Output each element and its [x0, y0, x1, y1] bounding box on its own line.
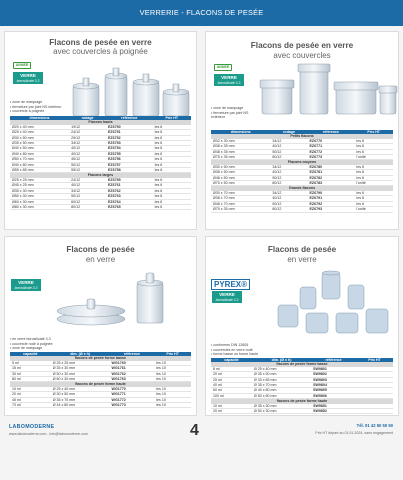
- feature-list: [211, 343, 258, 357]
- panel-title: Flacons de pesée: [66, 245, 135, 254]
- material-badge: VERRE borosilicaté 3.3: [212, 291, 242, 303]
- table-cell: EZ6759: [106, 178, 153, 183]
- table-cell: les 6: [354, 149, 393, 154]
- column-header: référence: [106, 116, 153, 120]
- table-cell: 10 ml: [10, 387, 51, 392]
- column-header: Prix HT: [354, 130, 393, 134]
- table-cell: 5 ml: [10, 361, 51, 366]
- table-group-header: Petits flacons: [211, 134, 393, 138]
- table-cell: 50/12: [69, 162, 106, 167]
- table-cell: 40/12: [270, 196, 307, 201]
- table-cell: SW9803: [311, 377, 356, 382]
- table-cell: Ø75 x 35 mm: [211, 155, 270, 160]
- feature-item: • zone de marquage: [10, 100, 43, 104]
- annee-logo: ANNEE: [214, 64, 232, 71]
- table-cell: SW9852: [311, 409, 356, 414]
- table-cell: EZ6753: [106, 141, 153, 146]
- table-cell: Ø 25 x 40 mm: [51, 387, 110, 392]
- table-group-header: Flacons hauts: [10, 120, 191, 124]
- table-cell: 40/12: [69, 151, 106, 156]
- table-cell: Ø38 x 50 mm: [211, 170, 270, 175]
- table-cell: 80/12: [69, 204, 106, 209]
- material-badge: VERRE borosilicaté 3.3: [13, 72, 43, 84]
- table-cell: 40 ml: [211, 383, 252, 388]
- table-cell: les 6: [153, 168, 191, 173]
- column-header: Prix HT: [356, 358, 393, 362]
- table-cell: [356, 409, 393, 414]
- table-cell: EZ6758: [106, 168, 153, 173]
- table-cell: les 6: [153, 162, 191, 167]
- feature-list: [211, 106, 248, 120]
- table-cell: Ø50 x 70 mm: [10, 157, 69, 162]
- table-cell: Ø 50 x 30 mm: [252, 409, 311, 414]
- table-cell: l'unité: [354, 155, 393, 160]
- column-header: rodage: [270, 130, 307, 134]
- table-cell: Ø80 x 30 mm: [10, 204, 69, 209]
- table-cell: les 6: [354, 196, 393, 201]
- feature-item: • couvercle rodé à poignée: [10, 341, 53, 346]
- table-cell: Ø 35 x 50 mm: [252, 372, 311, 377]
- table-cell: Ø45 x 25 mm: [10, 183, 69, 188]
- table-cell: Ø35 x 50 mm: [10, 141, 69, 146]
- table-cell: les 6: [354, 191, 393, 196]
- footer-contact[interactable]: www.labomoderne.com - info@labomoderne.com: [9, 432, 88, 436]
- table-cell: Ø55 x 85 mm: [10, 168, 69, 173]
- table-cell: 24/12: [69, 130, 106, 135]
- table-cell: les 10: [154, 377, 191, 382]
- table-cell: les 6: [153, 151, 191, 156]
- table-cell: 50/12: [69, 194, 106, 199]
- table-cell: 70 ml: [10, 403, 51, 408]
- table-group-header: flacons de pesée forme basse: [211, 362, 393, 366]
- table-cell: Ø25 x 25 mm: [10, 178, 69, 183]
- table-cell: 100 ml: [211, 393, 252, 398]
- table-cell: WG1762: [110, 371, 155, 376]
- table-cell: Ø 44 x 80 mm: [51, 403, 110, 408]
- table-row: [10, 403, 191, 408]
- table-cell: les 6: [153, 146, 191, 151]
- price-table: [10, 352, 191, 408]
- table-cell: Ø25 x 40 mm: [10, 130, 69, 135]
- table-cell: 80/12: [270, 155, 307, 160]
- table-cell: Ø75 x 35 mm: [211, 207, 270, 212]
- table-cell: 34/12: [270, 191, 307, 196]
- feature-item: extérieur: [211, 115, 225, 120]
- feature-item: • forme basse ou forme haute: [211, 352, 259, 357]
- panel-subtitle: avec couvercles: [273, 51, 331, 60]
- table-cell: les 6: [153, 130, 191, 135]
- table-cell: Ø30 x 50 mm: [10, 135, 69, 140]
- table-cell: 20 ml: [211, 409, 252, 414]
- footer-note: Prix HT départ au 01.01.2024, sans engagement: [315, 431, 393, 435]
- table-cell: WG1773: [110, 403, 155, 408]
- table-cell: Ø 40 x 80 mm: [252, 388, 311, 393]
- table-cell: EZ6756: [106, 157, 153, 162]
- price-table: [10, 116, 191, 210]
- table-cell: EZ6781: [308, 170, 355, 175]
- table-cell: EZ6772: [308, 149, 355, 154]
- table-cell: Ø 35 x 70 mm: [51, 397, 110, 402]
- price-table: [211, 358, 393, 414]
- table-cell: les 10: [154, 392, 191, 397]
- table-cell: 40/12: [69, 183, 106, 188]
- table-cell: les 6: [153, 194, 191, 199]
- table-cell: SW9804: [311, 383, 356, 388]
- table-cell: WG1760: [110, 361, 155, 366]
- table-cell: EZ6761: [106, 183, 153, 188]
- feature-list: [10, 100, 61, 114]
- table-cell: 34/12: [270, 165, 307, 170]
- table-cell: 8 ml: [211, 367, 252, 372]
- table-cell: Ø 25 x 40 mm: [252, 367, 311, 372]
- panel-flacons-pesee-verre: [4, 236, 197, 416]
- table-group-header: Flacons larges: [10, 173, 191, 178]
- table-cell: Ø40 x 80 mm: [10, 151, 69, 156]
- page-number: 4: [190, 422, 199, 439]
- table-cell: EZ6750: [106, 125, 153, 130]
- table-cell: WG1770: [110, 387, 155, 392]
- table-cell: EZ6757: [106, 162, 153, 167]
- table-cell: EZ6792: [308, 201, 355, 206]
- table-group-header: Grands flacons: [211, 186, 393, 191]
- table-row: [211, 207, 393, 212]
- column-header: référence: [311, 358, 356, 362]
- table-cell: Ø 30 x 50 mm: [51, 392, 110, 397]
- panel-subtitle: en verre: [85, 255, 116, 264]
- product-image-glass: [69, 56, 193, 122]
- feature-item: • fermeture par joint NS intérieur: [10, 104, 62, 109]
- table-cell: les 10: [154, 397, 191, 402]
- column-header: Prix HT: [154, 352, 191, 356]
- feature-list: [10, 337, 53, 351]
- product-image-glass: [272, 269, 392, 341]
- table-group-header: flacons de pesée forme basse: [10, 356, 191, 360]
- table-cell: EZ6763: [106, 194, 153, 199]
- table-cell: les 6: [354, 175, 393, 180]
- table-cell: Ø75 x 50 mm: [211, 181, 270, 186]
- table-cell: les 6: [153, 183, 191, 188]
- table-cell: SW9805: [311, 388, 356, 393]
- table-cell: les 6: [354, 170, 393, 175]
- table-cell: Ø60 x 30 mm: [10, 199, 69, 204]
- table-row: [10, 204, 191, 209]
- product-image-glass: [53, 269, 173, 329]
- panel-flacons-poignee: [4, 31, 197, 230]
- table-cell: EZ6783: [308, 181, 355, 186]
- annee-logo: ANNEE: [13, 62, 31, 69]
- table-cell: Ø 35 x 30 mm: [51, 366, 110, 371]
- table-cell: 50/12: [270, 201, 307, 206]
- column-header: rodage: [69, 116, 106, 120]
- table-cell: les 10: [154, 366, 191, 371]
- table-cell: les 6: [153, 178, 191, 183]
- table-cell: 34/12: [69, 188, 106, 193]
- table-cell: Ø40 x 80 mm: [10, 162, 69, 167]
- table-cell: Ø38 x 35 mm: [211, 144, 270, 149]
- table-cell: Ø 35 x 70 mm: [252, 383, 311, 388]
- price-table: [211, 130, 393, 213]
- table-cell: Ø48 x 70 mm: [211, 201, 270, 206]
- table-group-header: flacons de pesée forme haute: [211, 399, 393, 404]
- table-cell: EZ6771: [308, 144, 355, 149]
- table-cell: 10 ml: [211, 404, 252, 409]
- table-cell: Ø 35 x 30 mm: [252, 404, 311, 409]
- panel-title: Flacons de pesée en verre: [49, 38, 152, 47]
- table-cell: Ø 50 x 80 mm: [252, 393, 311, 398]
- panel-flacons-pyrex: [205, 236, 399, 416]
- table-cell: WG1771: [110, 392, 155, 397]
- table-cell: l'unité: [354, 181, 393, 186]
- table-cell: les 6: [153, 199, 191, 204]
- table-cell: SW9806: [311, 393, 356, 398]
- table-cell: 55/12: [69, 168, 106, 173]
- table-cell: 40/12: [69, 146, 106, 151]
- table-cell: Ø48 x 35 mm: [211, 149, 270, 154]
- table-cell: 80/12: [270, 207, 307, 212]
- table-cell: 15 ml: [10, 366, 51, 371]
- table-cell: EZ6770: [308, 139, 355, 144]
- column-header: capacité: [211, 358, 252, 362]
- table-cell: SW9802: [311, 372, 356, 377]
- table-cell: 19/12: [69, 125, 106, 130]
- table-row: [211, 409, 393, 414]
- table-cell: 30 ml: [10, 371, 51, 376]
- table-cell: Ø50 x 30 mm: [10, 194, 69, 199]
- table-cell: 60/12: [69, 199, 106, 204]
- table-cell: EZ6752: [106, 135, 153, 140]
- table-cell: Ø40 x 50 mm: [10, 146, 69, 151]
- table-cell: 40/12: [270, 144, 307, 149]
- column-header: référence: [110, 352, 155, 356]
- table-cell: EZ6793: [308, 207, 355, 212]
- feature-item: • en verre borosilicaté 3.3: [10, 337, 51, 341]
- table-cell: EZ6780: [308, 165, 355, 170]
- panel-title: Flacons de pesée: [267, 245, 337, 254]
- page-header: VERRERIE - FLACONS DE PESÉE: [0, 0, 403, 26]
- table-cell: 50/12: [270, 149, 307, 154]
- table-cell: les 6: [354, 201, 393, 206]
- table-cell: EZ6791: [308, 196, 355, 201]
- table-cell: 45/12: [69, 157, 106, 162]
- table-cell: 80/12: [270, 181, 307, 186]
- column-header: dim. (Ø x h): [252, 358, 311, 362]
- table-cell: 20 ml: [211, 372, 252, 377]
- table-cell: Ø30 x 50 mm: [211, 165, 270, 170]
- material-badge: VERRE borosilicaté 3.3: [214, 74, 244, 86]
- table-cell: WG1772: [110, 397, 155, 402]
- table-cell: EZ6754: [106, 146, 153, 151]
- table-cell: les 6: [153, 141, 191, 146]
- table-cell: SW9801: [311, 367, 356, 372]
- table-cell: les 6: [354, 144, 393, 149]
- table-group-header: Flacons moyens: [211, 160, 393, 165]
- table-cell: WG1761: [110, 366, 155, 371]
- table-cell: les 6: [153, 188, 191, 193]
- column-header: dimensions: [211, 130, 270, 134]
- table-cell: EZ6755: [106, 151, 153, 156]
- table-cell: Ø 50 x 30 mm: [51, 371, 110, 376]
- table-cell: les 6: [153, 157, 191, 162]
- table-cell: les 10: [154, 403, 191, 408]
- footer-brand: LABOMODERNE: [9, 424, 55, 430]
- table-cell: 24/12: [69, 178, 106, 183]
- panel-flacons-couvercles: [205, 31, 399, 230]
- table-cell: 60 ml: [211, 388, 252, 393]
- table-cell: 29/12: [69, 135, 106, 140]
- feature-item: • conformes DIN 12605: [211, 343, 249, 347]
- table-cell: EZ6764: [106, 199, 153, 204]
- column-header: capacité: [10, 352, 51, 356]
- table-cell: Ø35 x 30 mm: [10, 188, 69, 193]
- table-cell: les 6: [153, 204, 191, 209]
- table-cell: EZ6751: [106, 130, 153, 135]
- table-cell: 40/12: [270, 170, 307, 175]
- column-header: dim. (Ø x h): [51, 352, 110, 356]
- table-cell: les 6: [354, 165, 393, 170]
- table-cell: SW9851: [311, 404, 356, 409]
- column-header: dimensions: [10, 116, 69, 120]
- table-cell: 34/12: [69, 141, 106, 146]
- table-cell: EZ6782: [308, 175, 355, 180]
- column-header: référence: [308, 130, 355, 134]
- table-cell: Ø48 x 50 mm: [211, 175, 270, 180]
- table-cell: 45 ml: [10, 397, 51, 402]
- table-cell: 34/12: [270, 139, 307, 144]
- table-cell: 20 ml: [10, 392, 51, 397]
- feature-item: • zone de marquage: [10, 346, 43, 351]
- panel-subtitle: avec couvercles à poignée: [53, 47, 148, 56]
- table-cell: Ø 30 x 65 mm: [252, 377, 311, 382]
- table-cell: Ø32 x 30 mm: [211, 139, 270, 144]
- column-header: Prix HT: [153, 116, 191, 120]
- table-cell: EZ6762: [106, 188, 153, 193]
- table-cell: EZ6790: [308, 191, 355, 196]
- table-cell: l'unité: [354, 207, 393, 212]
- table-cell: les 6: [354, 139, 393, 144]
- table-cell: les 6: [153, 125, 191, 130]
- table-cell: Ø20 x 40 mm: [10, 125, 69, 130]
- table-cell: EZ6773: [308, 155, 355, 160]
- feature-item: • couvercle à poignée: [10, 109, 45, 114]
- pyrex-logo: PYREX®: [211, 279, 250, 290]
- feature-item: • zone de marquage: [211, 106, 244, 110]
- panel-title: Flacons de pesée en verre: [250, 41, 354, 50]
- table-cell: les 6: [153, 135, 191, 140]
- table-cell: 50/12: [270, 175, 307, 180]
- table-cell: 80 ml: [10, 377, 51, 382]
- footer-phone: Tél. 01 42 50 50 50: [356, 423, 393, 428]
- feature-item: • couvercles en verre rodé: [211, 347, 253, 352]
- table-cell: Ø30 x 70 mm: [211, 191, 270, 196]
- product-image-glass: [258, 62, 398, 118]
- table-cell: Ø38 x 70 mm: [211, 196, 270, 201]
- table-cell: 25 ml: [211, 377, 252, 382]
- feature-item: • fermeture par joint NS: [211, 110, 249, 115]
- table-cell: les 10: [154, 371, 191, 376]
- panel-subtitle: en verre: [287, 255, 317, 264]
- material-badge: VERRE borosilicaté 3.3: [11, 279, 41, 291]
- table-cell: Ø 60 x 30 mm: [51, 377, 110, 382]
- table-cell: WG1763: [110, 377, 155, 382]
- table-cell: les 10: [154, 387, 191, 392]
- table-group-header: flacons de pesée forme haute: [10, 382, 191, 387]
- table-cell: Ø 25 x 25 mm: [51, 361, 110, 366]
- table-cell: EZ6765: [106, 204, 153, 209]
- table-cell: les 10: [154, 361, 191, 366]
